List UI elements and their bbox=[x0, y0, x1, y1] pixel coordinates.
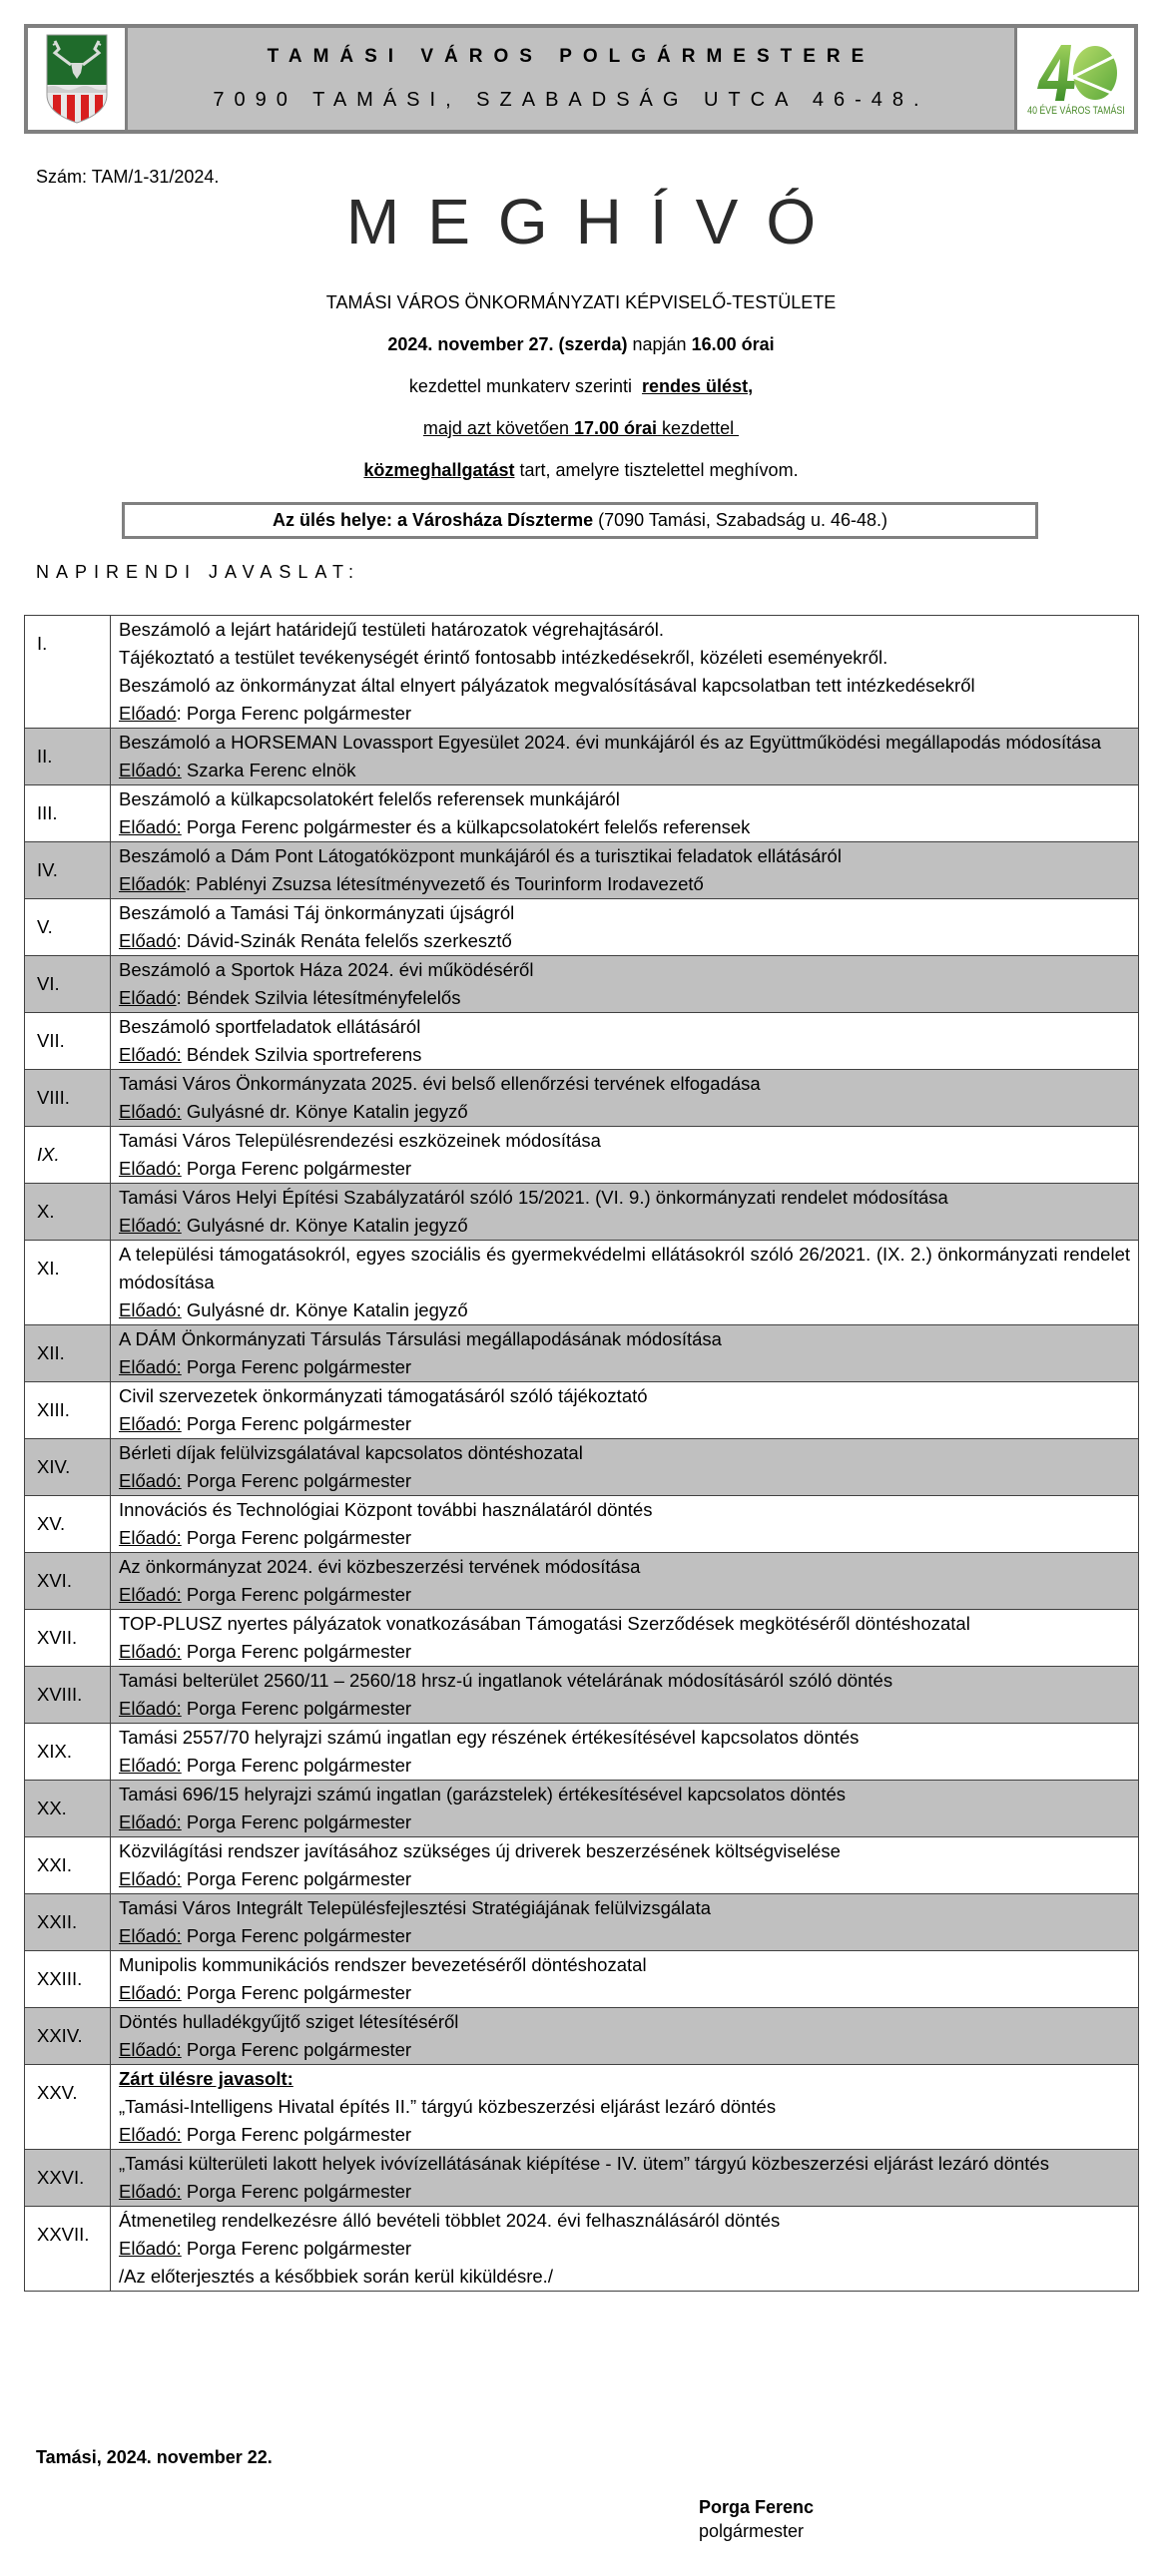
intro-hearing-line bbox=[0, 460, 1162, 481]
presenter-label: Előadó: bbox=[119, 1982, 182, 2003]
agenda-content bbox=[111, 729, 1139, 785]
agenda-row bbox=[25, 1070, 1139, 1127]
presenter-line bbox=[119, 757, 1130, 784]
agenda-row bbox=[25, 1951, 1139, 2008]
agenda-row bbox=[25, 1894, 1139, 1951]
agenda-number: XX. bbox=[25, 1781, 111, 1837]
agenda-content bbox=[111, 1781, 1139, 1837]
agenda-content bbox=[111, 1184, 1139, 1241]
presenter-label: Előadó: bbox=[119, 1215, 182, 1236]
agenda-row bbox=[25, 956, 1139, 1013]
presenter-line bbox=[119, 1922, 1130, 1950]
hearing-time: 17.00 órai bbox=[573, 418, 658, 438]
presenter-name: : Porga Ferenc polgármester bbox=[176, 703, 412, 724]
agenda-item-title: Civil szervezetek önkormányzati támogatásáról szóló tájékoztató bbox=[119, 1385, 648, 1406]
agenda-number: XVIII. bbox=[25, 1667, 111, 1724]
presenter-label: Előadó: bbox=[119, 760, 182, 780]
agenda-note: /Az előterjesztés a későbbiek során kerül kiküldésre./ bbox=[119, 2266, 553, 2287]
presenter-line bbox=[119, 870, 1130, 898]
agenda-row bbox=[25, 1667, 1139, 1724]
presenter-label: Előadó: bbox=[119, 1101, 182, 1122]
agenda-number: VI. bbox=[25, 956, 111, 1013]
agenda-item-title: Beszámoló a lejárt határidejű testületi határozatok végrehajtásáról. bbox=[119, 619, 665, 640]
agenda-number: XVII. bbox=[25, 1610, 111, 1667]
presenter-label: Előadó: bbox=[119, 1299, 182, 1320]
place-and-date: Tamási, 2024. november 22. bbox=[36, 2447, 273, 2467]
agenda-row bbox=[25, 729, 1139, 785]
agenda-number: XIX. bbox=[25, 1724, 111, 1781]
agenda-content bbox=[111, 1127, 1139, 1184]
public-hearing: közmeghallgatást bbox=[363, 460, 515, 480]
agenda-number: XXIII. bbox=[25, 1951, 111, 2008]
presenter-line bbox=[119, 1581, 1130, 1609]
presenter-label: Előadó: bbox=[119, 1356, 182, 1377]
signer-name: Porga Ferenc bbox=[699, 2497, 815, 2517]
agenda-content bbox=[111, 1325, 1139, 1382]
presenter-line bbox=[119, 984, 1130, 1012]
presenter-name: Porga Ferenc polgármester bbox=[181, 2238, 412, 2259]
agenda-row bbox=[25, 1781, 1139, 1837]
presenter-name: : Pablényi Zsuzsa létesítményvezető és Tourinform Irodavezető bbox=[185, 873, 704, 894]
agenda-content bbox=[111, 785, 1139, 842]
agenda-heading: NAPIRENDI JAVASLAT: bbox=[36, 562, 361, 582]
agenda-item-title: Tamási Város Önkormányzata 2025. évi belső ellenőrzési tervének elfogadása bbox=[119, 1073, 761, 1094]
intro-text: kezdettel munkaterv szerinti bbox=[408, 376, 643, 396]
presenter-label: Előadó: bbox=[119, 1811, 182, 1832]
presenter-line bbox=[119, 700, 1130, 728]
agenda-content bbox=[111, 2207, 1139, 2292]
presenter-line bbox=[119, 1098, 1130, 1126]
agenda-row bbox=[25, 2065, 1139, 2150]
agenda-content bbox=[111, 2065, 1139, 2150]
agenda-item-title: Átmenetileg rendelkezésre álló bevételi többlet 2024. évi felhasználásáról döntés bbox=[119, 2210, 781, 2231]
agenda-item-title: Beszámoló sportfeladatok ellátásáról bbox=[119, 1016, 421, 1037]
agenda-item-title: Beszámoló a HORSEMAN Lovassport Egyesület 2024. évi munkájáról és az Együttműködési megállapodás módosítása bbox=[119, 732, 1102, 753]
presenter-name: Porga Ferenc polgármester bbox=[181, 1356, 412, 1377]
agenda-number: VII. bbox=[25, 1013, 111, 1070]
presenter-line bbox=[119, 813, 1130, 841]
agenda-content bbox=[111, 1496, 1139, 1553]
agenda-number: VIII. bbox=[25, 1070, 111, 1127]
agenda-item-title: Beszámoló a Sportok Háza 2024. évi működéséről bbox=[119, 959, 534, 980]
letterhead bbox=[24, 24, 1138, 134]
presenter-line bbox=[119, 1410, 1130, 1438]
agenda-item-title: Az önkormányzat 2024. évi közbeszerzési tervének módosítása bbox=[119, 1556, 641, 1577]
presenter-line bbox=[119, 1638, 1130, 1666]
agenda-number: II. bbox=[25, 729, 111, 785]
agenda-number: XXIV. bbox=[25, 2008, 111, 2065]
agenda-item-title: Tamási Város Integrált Településfejlesztési Stratégiájának felülvizsgálata bbox=[119, 1897, 712, 1918]
presenter-line bbox=[119, 1353, 1130, 1381]
session-type: rendes ülést, bbox=[642, 376, 754, 396]
presenter-line bbox=[119, 1041, 1130, 1069]
presenter-name: Porga Ferenc polgármester bbox=[181, 1527, 412, 1548]
agenda-content bbox=[111, 1667, 1139, 1724]
intro-text: majd azt követően bbox=[422, 418, 574, 438]
presenter-line bbox=[119, 1155, 1130, 1183]
agenda-item-title: Munipolis kommunikációs rendszer bevezetéséről döntéshozatal bbox=[119, 1954, 647, 1975]
agenda-content bbox=[111, 1610, 1139, 1667]
agenda-row bbox=[25, 1439, 1139, 1496]
presenter-label: Előadó: bbox=[119, 1044, 182, 1065]
agenda-row bbox=[25, 1184, 1139, 1241]
office-address: 7090 TAMÁSI, SZABADSÁG UTCA 46-48. bbox=[213, 88, 929, 111]
agenda-content bbox=[111, 1894, 1139, 1951]
agenda-item-title: Bérleti díjak felülvizsgálatával kapcsolatos döntéshozatal bbox=[119, 1442, 583, 1463]
agenda-row bbox=[25, 1610, 1139, 1667]
presenter-label: Előadó bbox=[119, 987, 177, 1008]
presenter-line bbox=[119, 1695, 1130, 1723]
presenter-name: Porga Ferenc polgármester bbox=[181, 1641, 412, 1662]
presenter-name: Gulyásné dr. Könye Katalin jegyző bbox=[181, 1215, 468, 1236]
agenda-item-title: Beszámoló a Tamási Táj önkormányzati újságról bbox=[119, 902, 515, 923]
agenda-number: IX. bbox=[25, 1127, 111, 1184]
presenter-line bbox=[119, 2178, 1130, 2206]
agenda-content bbox=[111, 2150, 1139, 2207]
presenter-name: Béndek Szilvia sportreferens bbox=[181, 1044, 422, 1065]
coat-of-arms-icon bbox=[45, 33, 109, 125]
agenda-row bbox=[25, 1382, 1139, 1439]
coat-of-arms-logo bbox=[28, 28, 128, 130]
agenda-row bbox=[25, 1724, 1139, 1781]
agenda-item-title: A települési támogatásokról, egyes szociális és gyermekvédelmi ellátásokról szóló 26/2021. (IX. 2.) önkormányzati rendelet módosítása bbox=[119, 1244, 1130, 1292]
presenter-line bbox=[119, 1752, 1130, 1780]
agenda-item-title: „Tamási külterületi lakott helyek ivóvízellátásának kiépítése - IV. ütem” tárgyú közbeszerzési eljárást lezáró döntés bbox=[119, 2153, 1049, 2174]
agenda-content bbox=[111, 1013, 1139, 1070]
presenter-name: Porga Ferenc polgármester bbox=[181, 1868, 412, 1889]
presenter-line bbox=[119, 1212, 1130, 1240]
presenter-name: Porga Ferenc polgármester bbox=[181, 1470, 412, 1491]
presenter-name: Porga Ferenc polgármester bbox=[181, 1925, 412, 1946]
presenter-name: Porga Ferenc polgármester bbox=[181, 1158, 412, 1179]
agenda-item-title: Tamási Város Helyi Építési Szabályzatáról szóló 15/2021. (VI. 9.) önkormányzati rendelet módosítása bbox=[119, 1187, 948, 1208]
agenda-content bbox=[111, 1241, 1139, 1325]
presenter-label: Előadó: bbox=[119, 1584, 182, 1605]
intro-text: tart, amelyre tisztelettel meghívom. bbox=[514, 460, 799, 480]
presenter-label: Előadók bbox=[119, 873, 186, 894]
agenda-number: III. bbox=[25, 785, 111, 842]
agenda-table bbox=[24, 615, 1139, 2292]
page-title: MEGHÍVÓ bbox=[345, 186, 845, 258]
agenda-item-title: Tamási 696/15 helyrajzi számú ingatlan (garázstelek) értékesítésével kapcsolatos döntés bbox=[119, 1784, 847, 1804]
agenda-number: XII. bbox=[25, 1325, 111, 1382]
agenda-item-title: Tamási Város Településrendezési eszközeinek módosítása bbox=[119, 1130, 601, 1151]
presenter-label: Előadó: bbox=[119, 1413, 182, 1434]
agenda-row bbox=[25, 1127, 1139, 1184]
presenter-name: Porga Ferenc polgármester bbox=[181, 1982, 412, 2003]
agenda-row bbox=[25, 1553, 1139, 1610]
agenda-number: XXV. bbox=[25, 2065, 111, 2150]
presenter-name: : Dávid-Szinák Renáta felelős szerkesztő bbox=[176, 930, 512, 951]
agenda-number: XXI. bbox=[25, 1837, 111, 1894]
presenter-label: Előadó: bbox=[119, 1641, 182, 1662]
presenter-label: Előadó bbox=[119, 703, 177, 724]
presenter-name: Gulyásné dr. Könye Katalin jegyző bbox=[181, 1299, 468, 1320]
signature-block bbox=[699, 2495, 814, 2543]
agenda-row bbox=[25, 1496, 1139, 1553]
agenda-row bbox=[25, 1013, 1139, 1070]
agenda-row bbox=[25, 785, 1139, 842]
presenter-name: Porga Ferenc polgármester bbox=[181, 2039, 412, 2060]
signer-title: polgármester bbox=[699, 2521, 805, 2541]
agenda-content bbox=[111, 616, 1139, 729]
presenter-name: Porga Ferenc polgármester bbox=[181, 1413, 412, 1434]
agenda-item-title: Beszámoló a külkapcsolatokért felelős referensek munkájáról bbox=[119, 788, 620, 809]
presenter-label: Előadó: bbox=[119, 2039, 182, 2060]
presenter-label: Előadó: bbox=[119, 1925, 182, 1946]
agenda-item-title: Közvilágítási rendszer javításához szükséges új driverek beszerzésének költségviselése bbox=[119, 1840, 841, 1861]
agenda-number: V. bbox=[25, 899, 111, 956]
presenter-label: Előadó: bbox=[119, 2124, 182, 2145]
agenda-number: XVI. bbox=[25, 1553, 111, 1610]
intro-hearing-time-line bbox=[0, 418, 1162, 439]
agenda-item-title: Tamási 2557/70 helyrajzi számú ingatlan egy részének értékesítésével kapcsolatos döntés bbox=[119, 1727, 860, 1748]
presenter-name: Porga Ferenc polgármester bbox=[181, 1755, 412, 1776]
agenda-item-title: Beszámoló a Dám Pont Látogatóközpont munkájáról és a turisztikai feladatok ellátásáról bbox=[119, 845, 842, 866]
intro-session-line bbox=[0, 376, 1162, 397]
presenter-label: Előadó bbox=[119, 930, 177, 951]
presenter-label: Előadó: bbox=[119, 1698, 182, 1719]
agenda-row bbox=[25, 2150, 1139, 2207]
document-number: Szám: TAM/1-31/2024. bbox=[36, 167, 220, 187]
agenda-item-title: Tamási belterület 2560/11 – 2560/18 hrsz-ú ingatlanok vételárának módosításáról szóló döntés bbox=[119, 1670, 893, 1691]
meeting-date: 2024. november 27. (szerda) bbox=[387, 334, 628, 354]
presenter-line bbox=[119, 1808, 1130, 1836]
presenter-name: Porga Ferenc polgármester bbox=[181, 2124, 412, 2145]
intro-body-name: TAMÁSI VÁROS ÖNKORMÁNYZATI KÉPVISELŐ-TESTÜLETE bbox=[325, 292, 837, 312]
agenda-item-title: Döntés hulladékgyűjtő sziget létesítéséről bbox=[119, 2011, 459, 2032]
presenter-line bbox=[119, 927, 1130, 955]
presenter-label: Előadó: bbox=[119, 1755, 182, 1776]
letterhead-center bbox=[128, 28, 1014, 130]
agenda-row bbox=[25, 1837, 1139, 1894]
agenda-number: XI. bbox=[25, 1241, 111, 1325]
presenter-line bbox=[119, 1467, 1130, 1495]
agenda-content bbox=[111, 1439, 1139, 1496]
meeting-location bbox=[122, 502, 1038, 539]
agenda-row bbox=[25, 2207, 1139, 2292]
anniversary-logo bbox=[1014, 28, 1134, 130]
office-title: TAMÁSI VÁROS POLGÁRMESTERE bbox=[267, 46, 875, 68]
intro-date-line bbox=[0, 334, 1162, 355]
presenter-name: Porga Ferenc polgármester bbox=[181, 1811, 412, 1832]
agenda-row bbox=[25, 899, 1139, 956]
agenda-item-title: Beszámoló az önkormányzat által elnyert pályázatok megvalósításával kapcsolatban tett intézkedésekről bbox=[119, 675, 975, 696]
agenda-number: XXVII. bbox=[25, 2207, 111, 2292]
agenda-row bbox=[25, 1241, 1139, 1325]
location-address: (7090 Tamási, Szabadság u. 46-48.) bbox=[593, 510, 887, 530]
intro-text: napján bbox=[627, 334, 692, 354]
agenda-content bbox=[111, 1951, 1139, 2008]
agenda-number: XIII. bbox=[25, 1382, 111, 1439]
agenda-row bbox=[25, 1325, 1139, 1382]
agenda-number: X. bbox=[25, 1184, 111, 1241]
agenda-content bbox=[111, 899, 1139, 956]
presenter-line bbox=[119, 1979, 1130, 2007]
presenter-label: Előadó: bbox=[119, 1527, 182, 1548]
presenter-name: : Béndek Szilvia létesítményfelelős bbox=[176, 987, 461, 1008]
agenda-number: XXII. bbox=[25, 1894, 111, 1951]
presenter-label: Előadó: bbox=[119, 2238, 182, 2259]
agenda-number: XXVI. bbox=[25, 2150, 111, 2207]
presenter-line bbox=[119, 1865, 1130, 1893]
presenter-label: Előadó: bbox=[119, 2181, 182, 2202]
agenda-number: IV. bbox=[25, 842, 111, 899]
presenter-name: Porga Ferenc polgármester bbox=[181, 1584, 412, 1605]
agenda-content bbox=[111, 1837, 1139, 1894]
agenda-item-title: Tájékoztató a testület tevékenységét érintő fontosabb intézkedésekről, közéleti eseményekről. bbox=[119, 647, 888, 668]
agenda-number: XIV. bbox=[25, 1439, 111, 1496]
agenda-content bbox=[111, 956, 1139, 1013]
agenda-row bbox=[25, 842, 1139, 899]
presenter-line bbox=[119, 2121, 1130, 2149]
agenda-content bbox=[111, 1724, 1139, 1781]
agenda-item-title: „Tamási-Intelligens Hivatal építés II.” tárgyú közbeszerzési eljárást lezáró döntés bbox=[119, 2096, 777, 2117]
presenter-line bbox=[119, 2235, 1130, 2263]
presenter-name: Porga Ferenc polgármester és a külkapcsolatokért felelős referensek bbox=[181, 816, 751, 837]
agenda-item-title: TOP-PLUSZ nyertes pályázatok vonatkozásában Támogatási Szerződések megkötéséről döntéshozatal bbox=[119, 1613, 970, 1634]
agenda-number: I. bbox=[25, 616, 111, 729]
agenda-row bbox=[25, 2008, 1139, 2065]
agenda-content bbox=[111, 1553, 1139, 1610]
presenter-line bbox=[119, 1296, 1130, 1324]
agenda-content bbox=[111, 842, 1139, 899]
presenter-name: Gulyásné dr. Könye Katalin jegyző bbox=[181, 1101, 468, 1122]
agenda-content bbox=[111, 1382, 1139, 1439]
meeting-time: 16.00 órai bbox=[691, 334, 775, 354]
agenda-item-title: A DÁM Önkormányzati Társulás Társulási megállapodásának módosítása bbox=[119, 1328, 722, 1349]
agenda-content bbox=[111, 2008, 1139, 2065]
presenter-name: Szarka Ferenc elnök bbox=[181, 760, 356, 780]
agenda-row bbox=[25, 616, 1139, 729]
presenter-label: Előadó: bbox=[119, 1868, 182, 1889]
presenter-name: Porga Ferenc polgármester bbox=[181, 2181, 412, 2202]
location-label: Az ülés helye: a Városháza Díszterme bbox=[273, 510, 594, 530]
intro-text: kezdettel bbox=[657, 418, 740, 438]
agenda-item-title: Innovációs és Technológiai Központ további használatáról döntés bbox=[119, 1499, 653, 1520]
presenter-label: Előadó: bbox=[119, 1470, 182, 1491]
agenda-number: XV. bbox=[25, 1496, 111, 1553]
presenter-label: Előadó: bbox=[119, 816, 182, 837]
anniversary-caption: 40 ÉVE VÁROS TAMÁSI bbox=[1026, 105, 1125, 117]
agenda-content bbox=[111, 1070, 1139, 1127]
presenter-line bbox=[119, 2036, 1130, 2064]
presenter-label: Előadó: bbox=[119, 1158, 182, 1179]
forty-years-icon bbox=[1031, 41, 1121, 103]
presenter-line bbox=[119, 1524, 1130, 1552]
closed-session-label: Zárt ülésre javasolt: bbox=[119, 2068, 293, 2089]
presenter-name: Porga Ferenc polgármester bbox=[181, 1698, 412, 1719]
